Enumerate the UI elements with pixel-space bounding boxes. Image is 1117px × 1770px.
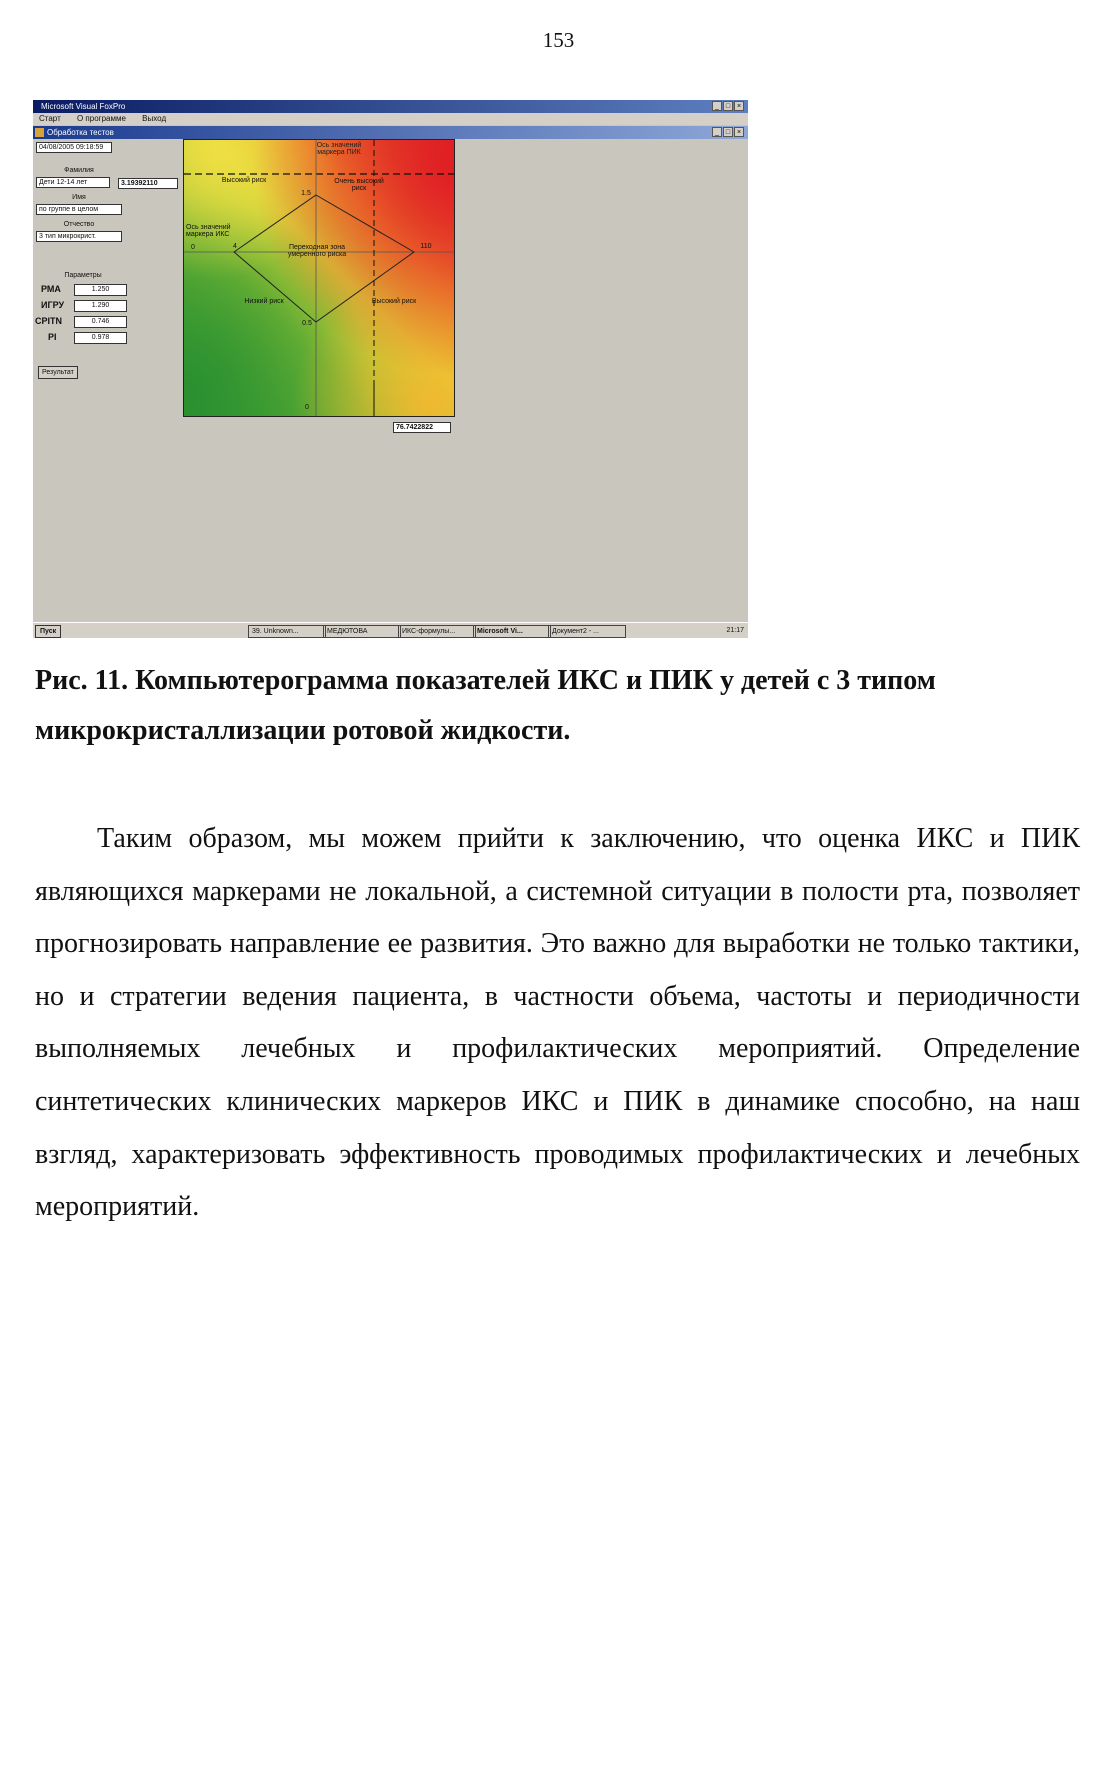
- name-field[interactable]: по группе в целом: [36, 204, 122, 215]
- name-label: Имя: [72, 194, 86, 201]
- taskbar-item[interactable]: МЕДЮТОВА: [323, 625, 401, 638]
- figure-caption: Рис. 11. Компьютерограмма показателей ИКС и ПИК у детей с 3 типом микрокристаллизации ротовой жидкости.: [35, 665, 936, 746]
- param-value[interactable]: 1.290: [74, 300, 127, 312]
- taskbar-item[interactable]: 39. Unknown...: [248, 625, 326, 638]
- surname-label: Фамилия: [64, 167, 94, 174]
- patronymic-label: Отчество: [63, 221, 95, 228]
- zone-high-label: Высокий риск: [221, 177, 267, 184]
- result-button[interactable]: Результат: [38, 366, 78, 379]
- iks-axis-label: Ось значений маркера ИКС: [186, 224, 231, 238]
- child-window-titlebar: [33, 126, 748, 139]
- iks-value: 3.19392110: [118, 178, 178, 189]
- maximize-icon[interactable]: □: [723, 101, 733, 111]
- param-name: CPITN: [35, 316, 62, 326]
- risk-chart: [183, 139, 455, 417]
- close-icon[interactable]: ×: [734, 101, 744, 111]
- tick-110: 110: [420, 243, 432, 250]
- taskbar-item[interactable]: Microsoft Vi...: [473, 625, 551, 638]
- menu-about[interactable]: О программе: [76, 114, 126, 123]
- surname-field[interactable]: Дети 12-14 лет: [36, 177, 110, 188]
- param-value[interactable]: 0.978: [74, 332, 127, 344]
- window-title: Microsoft Visual FoxPro: [41, 102, 126, 111]
- child-close-icon[interactable]: ×: [734, 127, 744, 137]
- zone-high-right-label: Высокий риск: [371, 298, 417, 305]
- pik-axis-label: Ось значений маркера ПИК: [316, 142, 362, 156]
- child-maximize-icon[interactable]: □: [723, 127, 733, 137]
- param-value[interactable]: 1.250: [74, 284, 127, 296]
- param-name: РМА: [41, 284, 61, 294]
- pik-value: 76.7422822: [393, 422, 451, 433]
- child-minimize-icon[interactable]: _: [712, 127, 722, 137]
- tick-1-5: 1.5: [301, 190, 311, 197]
- patronymic-field[interactable]: 3 тип микрокрист.: [36, 231, 122, 242]
- taskbar-item[interactable]: Документ2 - ...: [548, 625, 626, 638]
- taskbar: [33, 622, 748, 638]
- taskbar-clock: 21:17: [726, 627, 744, 634]
- taskbar-item[interactable]: ИКС-формулы...: [398, 625, 476, 638]
- datetime-field: 04/08/2005 09:18:59: [36, 142, 112, 153]
- tick-0-5: 0.5: [302, 320, 312, 327]
- tick-4: 4: [233, 243, 237, 250]
- param-name: PI: [48, 332, 57, 342]
- tick-0-bottom: 0: [305, 404, 309, 411]
- menu-exit[interactable]: Выход: [142, 114, 167, 123]
- menu-start[interactable]: Старт: [39, 114, 61, 123]
- menubar: [33, 113, 748, 125]
- body-paragraph: Таким образом, мы можем прийти к заключению, что оценка ИКС и ПИК являющихся маркерами не локальной, а системной ситуации в полости рта, позволяет прогнозировать направление ее развития. Это важно для выработки не только тактики, но и стратегии ведения пациента, в частности объема, частоты и периодичности выполняемых лечебных и профилактических мероприятий. Определение синтетических клинических маркеров ИКС и ПИК в динамике способно, на наш взгляд, характеризовать эффективность проводимых профилактических и лечебных мероприятий.: [35, 823, 1080, 1223]
- window-icon: [35, 128, 44, 137]
- param-name: ИГРУ: [41, 300, 65, 310]
- zone-very-high-label: Очень высокий риск: [334, 178, 384, 192]
- zone-low-label: Низкий риск: [244, 298, 284, 305]
- tick-0-left: 0: [191, 244, 195, 251]
- param-value[interactable]: 0.746: [74, 316, 127, 328]
- page-number: 153: [542, 28, 575, 52]
- program-screenshot: [33, 100, 748, 638]
- zone-transition-label: Переходная зона умеренного риска: [287, 244, 347, 258]
- child-window-title: Обработка тестов: [47, 128, 114, 137]
- minimize-icon[interactable]: _: [712, 101, 722, 111]
- window-titlebar: [33, 100, 748, 113]
- start-button[interactable]: Пуск: [35, 625, 61, 638]
- params-label: Параметры: [64, 272, 102, 279]
